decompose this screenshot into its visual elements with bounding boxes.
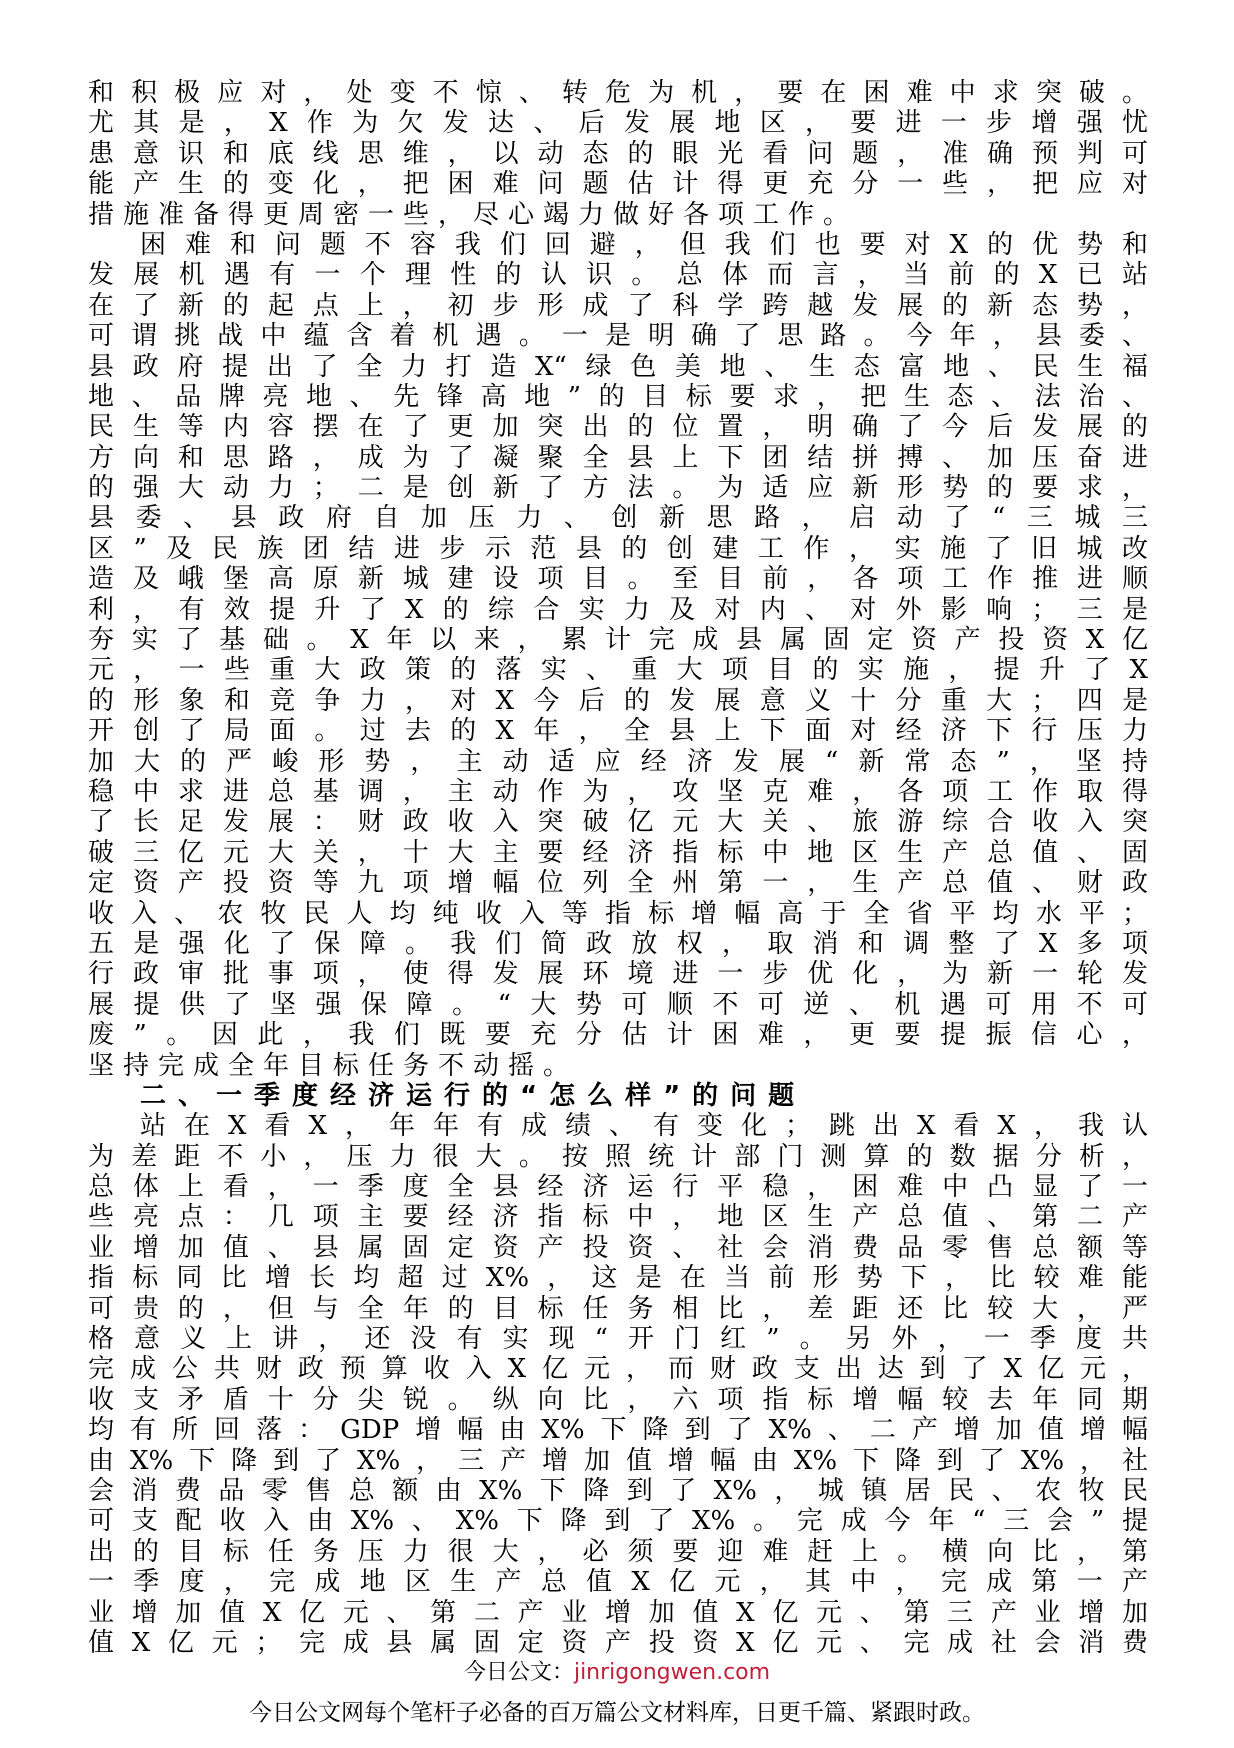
text-line: 开创了局面。过去的X年，全县上下面对经济下行压力: [88, 716, 1148, 747]
text-line: 出的目标任务压力很大，必须要迎难赶上。横向比，第: [88, 1536, 1148, 1567]
text-line: 区”及民族团结进步示范县的创建工作，实施了旧城改: [88, 533, 1148, 564]
footer-slogan: 今日公文网每个笔杆子必备的百万篇公文材料库，日更千篇、紧跟时政。: [249, 1700, 985, 1726]
text-line: 由X%下降到了X%，三产增加值增幅由X%下降到了X%，社: [88, 1445, 1148, 1476]
text-line: 收入、农牧民人均纯收入等指标增幅高于全省平均水平；: [88, 898, 1148, 929]
footer-site-line: [0, 1655, 1234, 1686]
text-line: 夯实了基础。X年以来，累计完成县属固定资产投资X亿: [88, 625, 1148, 656]
text-line: 利，有效提升了X的综合实力及对内、对外影响；三是: [88, 594, 1148, 625]
text-line: 加大的严峻形势，主动适应经济发展“新常态”，坚持: [88, 746, 1148, 777]
text-line: 均有所回落：GDP增幅由X%下降到了X%、二产增加值增幅: [88, 1415, 1148, 1446]
text-line: 会消费品零售总额由X%下降到了X%，城镇居民、农牧民: [88, 1475, 1148, 1506]
text-line: 民生等内容摆在了更加突出的位置，明确了今后发展的: [88, 412, 1148, 443]
text-line: 收支矛盾十分尖锐。纵向比，六项指标增幅较去年同期: [88, 1384, 1148, 1415]
text-line: 为差距不小，压力很大。按照统计部门测算的数据分析，: [88, 1141, 1148, 1172]
text-line: 县政府提出了全力打造X“绿色美地、生态富地、民生福: [88, 351, 1148, 382]
text-line: 的形象和竞争力，对X今后的发展意义十分重大；四是: [88, 685, 1148, 716]
text-line: 指标同比增长均超过X%，这是在当前形势下，比较难能: [88, 1263, 1148, 1294]
text-line: 五是强化了保障。我们简政放权，取消和调整了X多项: [88, 928, 1148, 959]
text-line: 方向和思路，成为了凝聚全县上下团结拼搏、加压奋进: [88, 442, 1148, 473]
text-line: 尤其是，X作为欠发达、后发展地区，要进一步增强忧: [88, 108, 1148, 139]
paragraph-start-line: 困难和问题不容我们回避，但我们也要对X的优势和: [140, 229, 1148, 260]
text-line: 可支配收入由X%、X%下降到了X%。完成今年“三会”提: [88, 1506, 1148, 1537]
paragraph-start-line: 站在X看X，年年有成绩、有变化；跳出X看X，我认: [140, 1111, 1148, 1142]
text-line: 措施准备得更周密一些，尽心竭力做好各项工作。: [88, 199, 859, 230]
text-line: 值X亿元；完成县属固定资产投资X亿元、完成社会消费: [88, 1627, 1148, 1658]
text-line: 废”。因此，我们既要充分估计困难，更要提振信心，: [88, 1020, 1148, 1051]
text-line: 定资产投资等九项增幅位列全州第一，生产总值、财政: [88, 868, 1148, 899]
footer-site-label: 今日公文：: [463, 1660, 574, 1685]
text-line: 总体上看，一季度全县经济运行平稳，困难中凸显了一: [88, 1172, 1148, 1203]
text-line: 行政审批事项，使得发展环境进一步优化，为新一轮发: [88, 959, 1148, 990]
text-line: 破三亿元大关，十大主要经济指标中地区生产总值、固: [88, 837, 1148, 868]
text-line: 和积极应对，处变不惊、转危为机，要在困难中求突破。: [88, 78, 1148, 108]
text-line: 患意识和底线思维，以动态的眼光看问题，准确预判可: [88, 138, 1148, 169]
document-body: [88, 78, 1148, 1658]
text-line: 完成公共财政预算收入X亿元，而财政支出达到了X亿元，: [88, 1354, 1148, 1385]
text-line: 业增加值、县属固定资产投资、社会消费品零售总额等: [88, 1232, 1148, 1263]
text-line: 展提供了坚强保障。“大势可顺不可逆、机遇可用不可: [88, 989, 1148, 1020]
text-line: 在了新的起点上，初步形成了科学跨越发展的新态势，: [88, 290, 1148, 321]
text-line: 业增加值X亿元、第二产业增加值X亿元、第三产业增加: [88, 1597, 1148, 1628]
text-line: 些亮点：几项主要经济指标中，地区生产总值、第二产: [88, 1202, 1148, 1233]
section-heading: 二、一季度经济运行的“怎么样”的问题: [140, 1080, 807, 1111]
text-line: 稳中求进总基调，主动作为，攻坚克难，各项工作取得: [88, 776, 1148, 807]
text-line: 了长足发展：财政收入突破亿元大关、旅游综合收入突: [88, 807, 1148, 838]
text-line: 地、品牌亮地、先锋高地”的目标要求，把生态、法治、: [88, 381, 1148, 412]
footer-site-link[interactable]: jinrigongwen.com: [573, 1660, 771, 1685]
text-line: 发展机遇有一个理性的认识。总体而言，当前的X已站: [88, 260, 1148, 291]
text-line: 元，一些重大政策的落实、重大项目的实施，提升了X: [88, 655, 1148, 686]
text-line: 县委、县政府自加压力、创新思路，启动了“三城三: [88, 503, 1148, 534]
text-line: 可贵的，但与全年的目标任务相比，差距还比较大，严: [88, 1293, 1148, 1324]
text-line: 可谓挑战中蕴含着机遇。一是明确了思路。今年，县委、: [88, 321, 1148, 352]
text-line: 能产生的变化，把困难问题估计得更充分一些，把应对: [88, 169, 1148, 200]
text-line: 格意义上讲，还没有实现“开门红”。另外，一季度共: [88, 1324, 1148, 1355]
text-line: 的强大动力；二是创新了方法。为适应新形势的要求，: [88, 473, 1148, 504]
text-line: 一季度，完成地区生产总值X亿元，其中，完成第一产: [88, 1567, 1148, 1598]
text-line: 坚持完成全年目标任务不动摇。: [88, 1050, 579, 1081]
text-line: 造及峨堡高原新城建设项目。至目前，各项工作推进顺: [88, 564, 1148, 595]
